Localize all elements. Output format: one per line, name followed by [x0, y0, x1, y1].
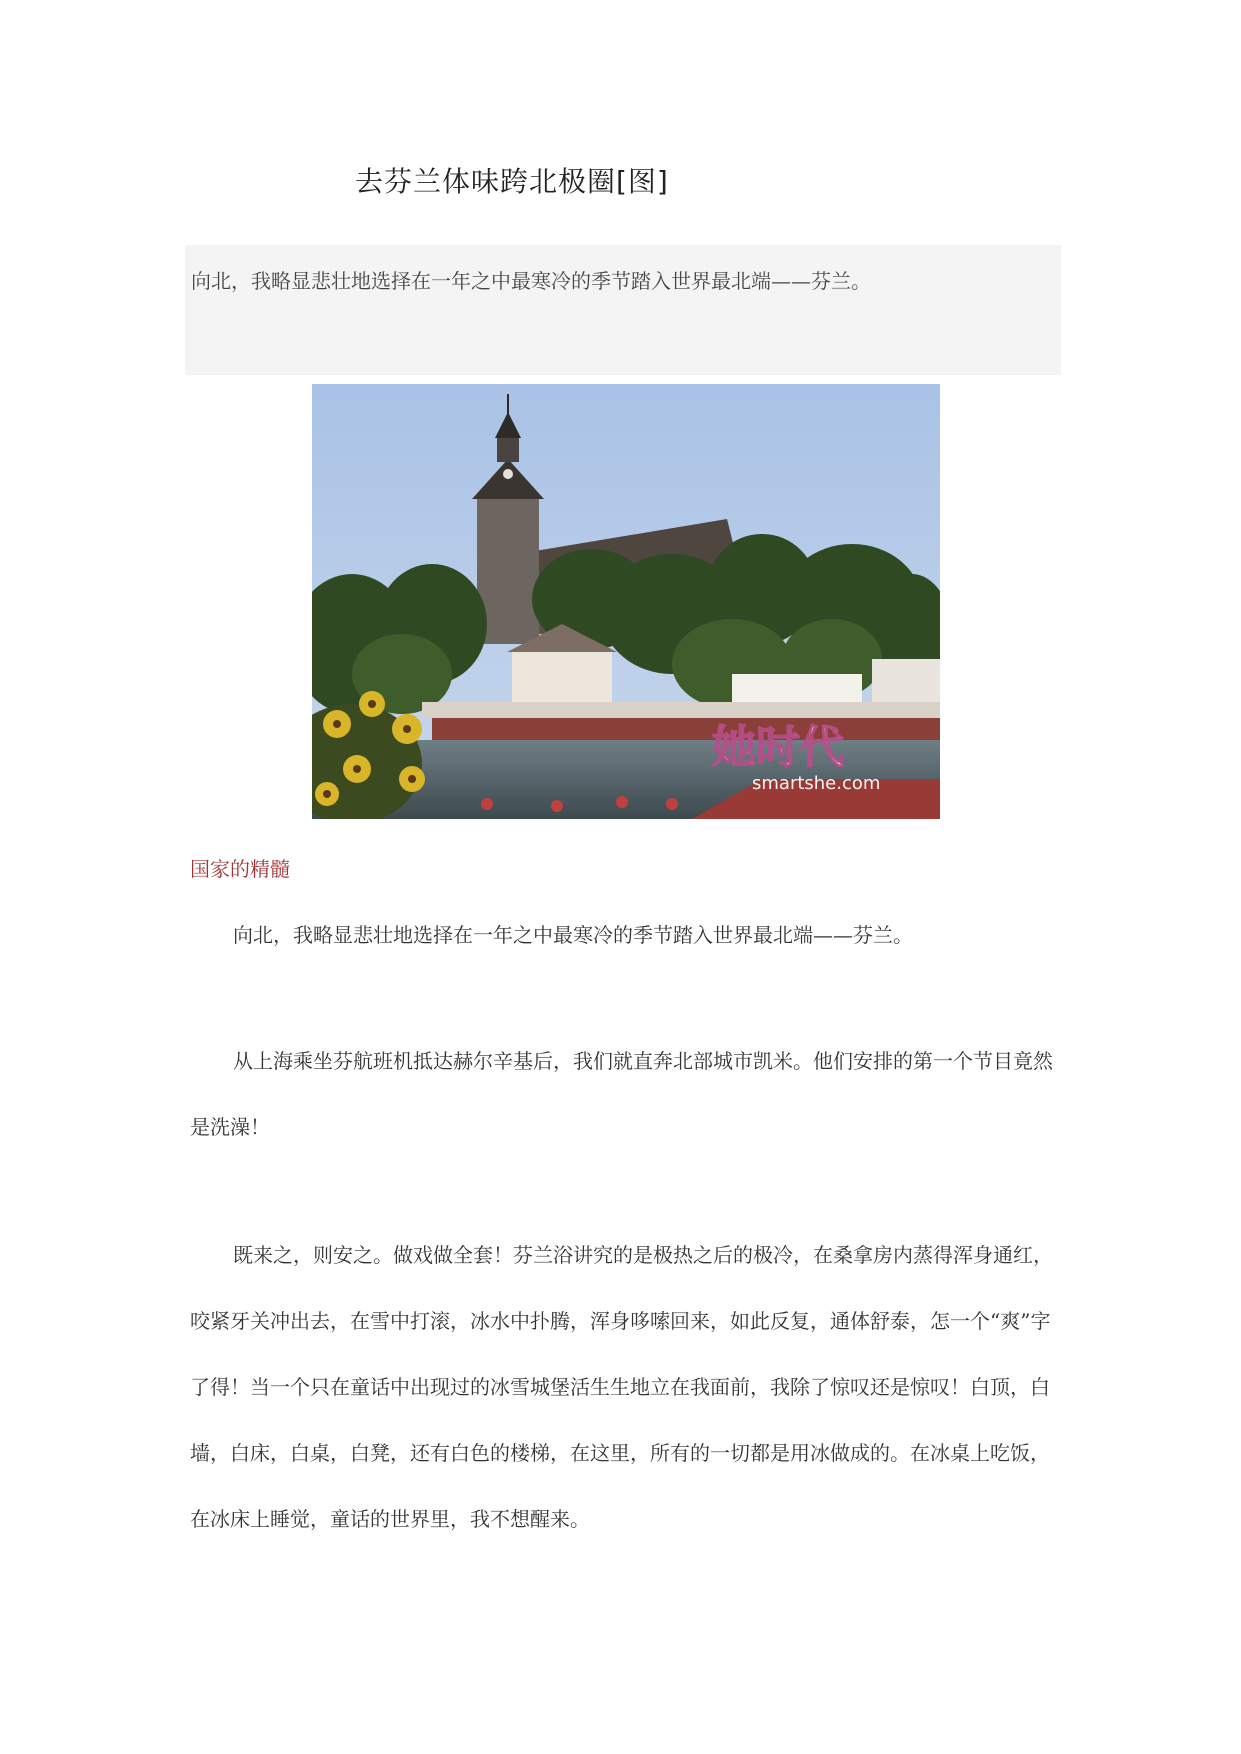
paragraph-2: 从上海乘坐芬航班机抵达赫尔辛基后，我们就直奔北部城市凯米。他们安排的第一个节目竟然是洗澡！ [190, 1049, 1053, 1139]
house [512, 649, 612, 704]
watermark-url: smartshe.com [752, 773, 881, 794]
article-title: 去芬兰体味跨北极圈[图] [355, 165, 669, 198]
paragraph-3: 既来之，则安之。做戏做全套！芬兰浴讲究的是极热之后的极冷，在桑拿房内蒸得浑身通红，咬紧牙关冲出去，在雪中打滚，冰水中扑腾，浑身哆嗦回来，如此反复，通体舒泰，怎一个“爽”字了得！当一个只在童话中出现过的冰雪城堡活生生地立在我面前，我除了惊叹还是惊叹！白顶，白墙，白床，白桌，白凳，还有白色的楼梯，在这里，所有的一切都是用冰做成的。在冰桌上吃饭，在冰床上睡觉，童话的世界里，我不想醒来。 [190, 1243, 1053, 1531]
pier [422, 702, 940, 718]
clock-icon [503, 469, 513, 479]
paragraph-1: 向北，我略显悲壮地选择在一年之中最寒冷的季节踏入世界最北端——芬兰。 [233, 923, 913, 947]
lead-box [185, 245, 1061, 375]
section-heading: 国家的精髓 [190, 857, 290, 881]
watermark-logo: 她时代 [712, 722, 844, 773]
article-photo [312, 384, 940, 819]
lead-text: 向北，我略显悲壮地选择在一年之中最寒冷的季节踏入世界最北端——芬兰。 [191, 269, 871, 293]
